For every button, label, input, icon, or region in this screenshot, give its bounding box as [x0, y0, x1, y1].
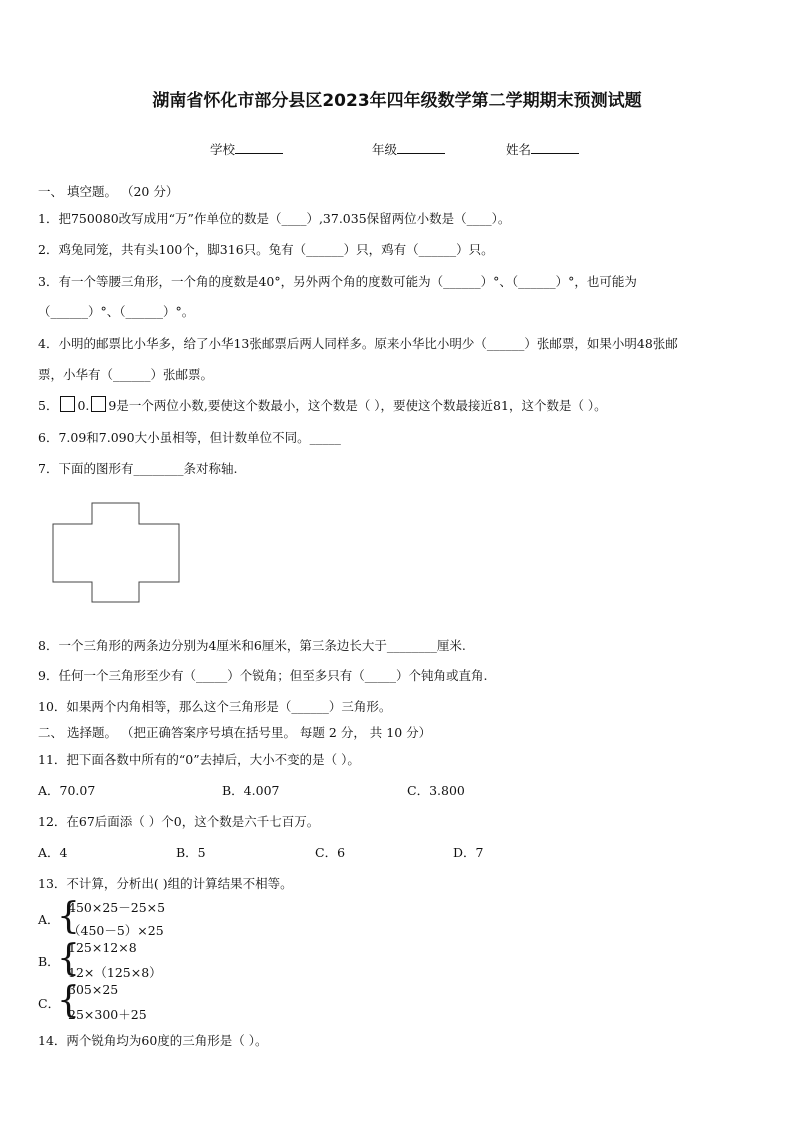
- name-label: 姓名: [506, 142, 532, 157]
- grade-blank[interactable]: [397, 141, 445, 154]
- question-5-mid: 0.: [77, 398, 90, 413]
- school-blank[interactable]: [235, 141, 283, 154]
- question-10: 10．如果两个内角相等，那么这个三角形是（______）三角形。: [38, 699, 392, 714]
- q11-option-a[interactable]: A．70.07: [38, 783, 96, 798]
- name-blank[interactable]: [531, 141, 579, 154]
- q12-option-d[interactable]: D．7: [453, 845, 484, 860]
- q11-option-c[interactable]: C．3.800: [407, 783, 465, 798]
- q13-option-b-expr-2: 12×（125×8）: [68, 965, 162, 980]
- question-13: 13．不计算，分析出( )组的计算结果不相等。: [38, 876, 293, 891]
- question-2: 2．鸡兔同笼，共有头100个，脚316只。兔有（______）只，鸡有（______）只。: [38, 242, 494, 257]
- cross-shape-figure: [52, 502, 182, 604]
- grade-label: 年级: [372, 142, 398, 157]
- q13-option-a[interactable]: [38, 896, 238, 942]
- digit-box-2[interactable]: [91, 396, 106, 412]
- digit-box-1[interactable]: [60, 396, 75, 412]
- brace-icon: {: [57, 896, 80, 937]
- q13-option-b[interactable]: [38, 940, 238, 982]
- question-7: 7．下面的图形有________条对称轴.: [38, 461, 238, 476]
- q13-option-b-label: B．: [38, 954, 60, 969]
- school-field[interactable]: [210, 140, 283, 158]
- q13-option-b-expr-1: 125×12×8: [68, 940, 137, 955]
- page-title: 湖南省怀化市部分县区2023年四年级数学第二学期期末预测试题: [152, 91, 642, 111]
- grade-field[interactable]: [372, 140, 445, 158]
- q11-option-b[interactable]: B．4.007: [222, 783, 280, 798]
- school-label: 学校: [210, 142, 236, 157]
- q12-option-c[interactable]: C．6: [315, 845, 346, 860]
- question-11: 11．把下面各数中所有的“0”去掉后，大小不变的是（ ）。: [38, 752, 360, 767]
- cross-shape: [53, 503, 179, 602]
- question-3-line-2: （______）°、（______）°。: [38, 304, 195, 319]
- question-1: 1．把750080改写成用“万”作单位的数是（____）,37.035保留两位小数是（____）。: [38, 211, 511, 226]
- question-8: 8．一个三角形的两条边分别为4厘米和6厘米，第三条边长大于________厘米.: [38, 638, 466, 653]
- q13-option-a-expr-2: （450－5）×25: [68, 923, 164, 938]
- question-6: 6．7.09和7.090大小虽相等，但计数单位不同。_____: [38, 430, 341, 445]
- q13-option-c-label: C．: [38, 996, 61, 1011]
- q12-option-b[interactable]: B．5: [176, 845, 206, 860]
- question-12: 12．在67后面添（ ）个0，这个数是六千七百万。: [38, 814, 320, 829]
- brace-icon: {: [57, 980, 80, 1021]
- question-5-number: 5．: [38, 398, 59, 413]
- q13-option-a-expr-1: 450×25－25×5: [68, 900, 166, 915]
- name-field[interactable]: [506, 140, 579, 158]
- section-1-heading: 一、 填空题。 （20 分）: [38, 184, 179, 199]
- question-4-line-2: 票，小华有（______）张邮票。: [38, 367, 214, 382]
- q13-option-c-expr-2: 25×300＋25: [68, 1007, 147, 1022]
- question-5-tail: 9是一个两位小数,要使这个数最小，这个数是（ ），要使这个数最接近81，这个数是（ ）。: [108, 398, 607, 413]
- question-5: [38, 396, 607, 414]
- question-4-line-1: 4．小明的邮票比小华多，给了小华13张邮票后两人同样多。原来小华比小明少（______）张邮票，如果小明48张邮: [38, 336, 678, 351]
- question-9: 9．任何一个三角形至少有（_____）个锐角；但至多只有（_____）个钝角或直角.: [38, 668, 488, 683]
- q13-option-c-expr-1: 305×25: [68, 982, 119, 997]
- section-2-heading: 二、 选择题。 （把正确答案序号填在括号里。 每题 2 分， 共 10 分）: [38, 725, 432, 740]
- q13-option-a-label: A．: [38, 912, 60, 927]
- brace-icon: {: [57, 938, 80, 979]
- q12-option-a[interactable]: A．4: [38, 845, 68, 860]
- question-3-line-1: 3．有一个等腰三角形，一个角的度数是40°，另外两个角的度数可能为（______）°、（______）°，也可能为: [38, 274, 637, 289]
- q13-option-c[interactable]: [38, 982, 238, 1024]
- question-14: 14．两个锐角均为60度的三角形是（ ）。: [38, 1033, 268, 1048]
